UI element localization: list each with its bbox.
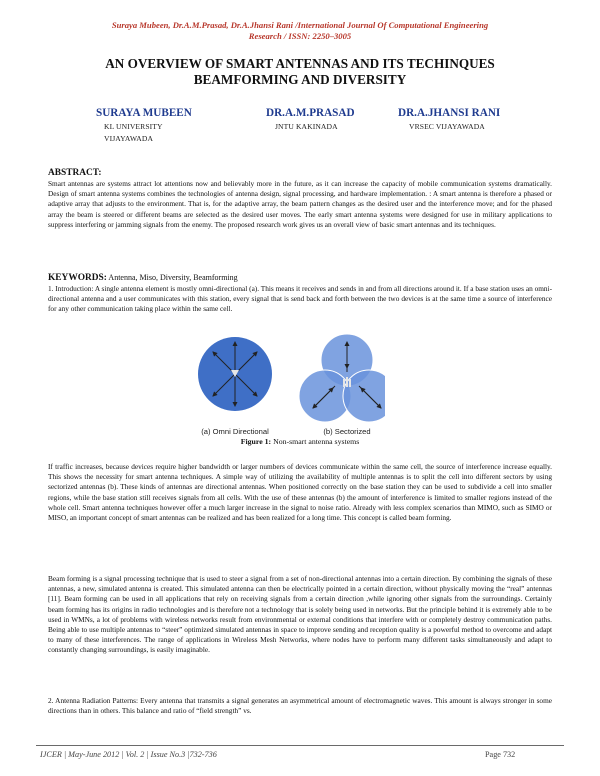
page-number: Page 732 xyxy=(485,750,516,759)
author-affiliation-1-city: VIJAYAWADA xyxy=(104,134,154,143)
paper-title xyxy=(40,56,560,88)
author-affiliation-1: KL UNIVERSITY xyxy=(104,122,163,131)
author-name-2: DR.A.M.PRASAD xyxy=(266,107,355,119)
antenna-figure xyxy=(195,330,385,438)
body-paragraph-2: Beam forming is a signal processing technique that is used to steer a signal from a set of non-directional antennas into a certain direction. By combining the signals of these antennas, a new, simulated antenna is created. This simulated antenna can then be electrically pointed in a certain direction, without physically moving the “real” antennas [11]. Beam forming can be used in all applications that rely on receiving signals from a certain direction ,while ignoring other signals from the surroundings. Certainly beam forming has its origins in radio technologies and is therefore not a technology that is solely being used in networks. But the principle behind it is extremely able to be used in WMNs, a lot of problems with wireless networks result from environmental or external conditions that interfere with or completely destroy communication paths. Being able to use multiple antennas to “steer” optimized simulated antennas in space to improve sending and reception quality is a powerful method to overcome and adapt to many of these interferences. The range of applications in Wireless Mesh Networks, where nodes have to perform many different tasks simultaneously and adapt to constantly changing surroundings, is easily imaginable. xyxy=(48,574,552,655)
abstract-heading: ABSTRACT: xyxy=(48,168,102,178)
figure-label-omni: (a) Omni Directional xyxy=(201,427,269,436)
figure-caption-text: Non-smart antenna systems xyxy=(271,437,360,446)
paper-title-line2: BEAMFORMING AND DIVERSITY xyxy=(193,72,407,87)
journal-header-line1: Suraya Mubeen, Dr.A.M.Prasad, Dr.A.Jhansi Rani /International Journal Of Computational Engineering xyxy=(111,20,489,30)
figure-label-sectorized: (b) Sectorized xyxy=(323,427,371,436)
body-paragraph-3: 2. Antenna Radiation Patterns: Every antenna that transmits a signal generates an asymmetrical amount of electromagnetic waves. This amount is always stronger in some directions than in others. This balance and ratio of “field strength” vs. xyxy=(48,696,552,716)
author-name-3: DR.A.JHANSI RANI xyxy=(398,107,501,119)
author-affiliation-3: VRSEC VIJAYAWADA xyxy=(409,122,485,131)
keywords-text: Antenna, Miso, Diversity, Beamforming xyxy=(106,273,238,282)
journal-header-line2: Research / ISSN: 2250–3005 xyxy=(248,31,352,41)
figure-caption-label: Figure 1: xyxy=(240,437,272,446)
keywords-heading: KEYWORDS: xyxy=(48,273,107,283)
keywords-line xyxy=(48,273,238,283)
figure-caption xyxy=(0,437,600,446)
body-paragraph-1: If traffic increases, because devices require higher bandwidth or larger numbers of devices communicate within the same cell, the source of interference increase equally. This shows the necessity for smart antenna techniques. A simple way of utilizing the availability of multiple antennas is to split the cell into different sectors by using sectorized antennas (b). These kinds of antennas are directional antennas. When positioned correctly on the base station they can be used to subdivide a cell into smaller regions, while the base station still receives signals from all cells. With the use of these antennas (b) the amount of interference is limited to smaller regions instead of the whole cell. Smart antenna techniques however offer a much larger increase in the signal to noise ratio. Already with less complex scenarios than MIMO, such as SIMO or MISO, an important concept of smart antennas can be realized and has been realized for a long time. This concept is called beam forming. xyxy=(48,462,552,523)
footer-citation: IJCER | May-June 2012 | Vol. 2 | Issue No.3 |732-736 xyxy=(40,750,217,759)
author-affiliation-2: JNTU KAKINADA xyxy=(275,122,338,131)
journal-header xyxy=(40,20,560,42)
sectorized-coverage xyxy=(299,334,385,422)
paper-title-line1: AN OVERVIEW OF SMART ANTENNAS AND ITS TECHINQUES xyxy=(105,56,495,71)
introduction-text: 1. Introduction: A single antenna element is mostly omni-directional (a). This means it receives and sends in and from all directions around it. If a base station uses an omni-directional antenna and a user communicates with this station, every signal that is send back and forth between the two devices is at the same time a source of interference for any other communication taking place within the same cell. xyxy=(48,284,552,314)
author-name-1: SURAYA MUBEEN xyxy=(96,107,192,119)
abstract-text: Smart antennas are systems attract lot attentions now and believably more in the future, as it can increase the capacity of mobile communication systems dramatically. Design of smart antenna systems combines the technologies of antenna design, signal processing, and hardware implementation. : A smart antenna is therefore a phased or adaptive array that adjusts to the environment. That is, for the adaptive array, the beam pattern changes as the desired user and the interference move; and for the phased array the beam is steered or different beams are selected as the desired user moves. The early smart antenna systems were designed for use in military applications to suppress interfering or jamming signals from the enemy. The proposed research work gives us an overall view of basic smart antennas and its techniques. xyxy=(48,179,552,229)
footer-divider xyxy=(36,745,564,746)
